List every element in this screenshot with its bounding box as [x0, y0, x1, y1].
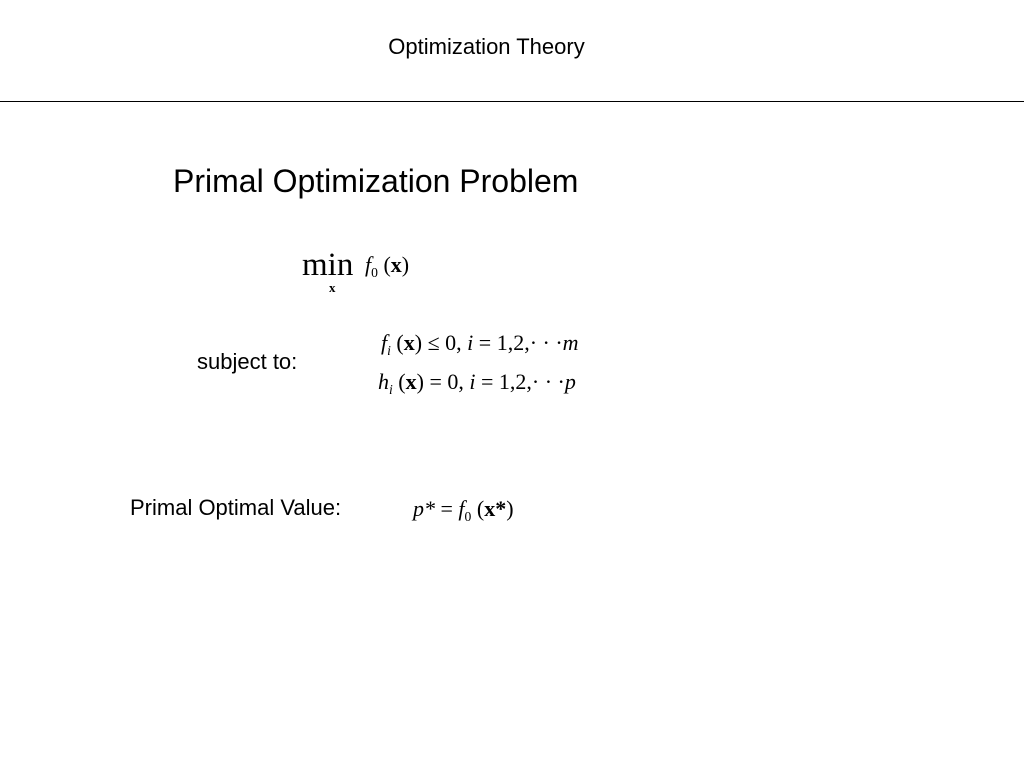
optimal-value-argument: x* [484, 496, 507, 521]
header-divider [0, 101, 1024, 102]
objective-function: $f_0$ (x) [365, 252, 410, 280]
equality-bound: p [564, 369, 576, 394]
inequality-argument: x [403, 330, 415, 355]
primal-optimal-value-expression: $p* = f_0$ (x*) [413, 496, 514, 524]
equality-subscript: i [389, 381, 393, 397]
optimal-value-function-subscript: 0 [464, 508, 472, 524]
inequality-bound: m [562, 330, 579, 355]
equality-relation: = 0, [429, 369, 464, 394]
optimal-value-lhs: p* [413, 496, 435, 521]
subject-to-label: subject to: [197, 349, 298, 374]
slide-title: Primal Optimization Problem [173, 163, 579, 199]
equality-constraint: $h_i$ (x) = 0, i = 1,2,· · ·p [378, 369, 576, 397]
min-operator: min [302, 247, 354, 283]
equality-range: = 1,2,· · · [481, 369, 565, 394]
inequality-relation: ≤ 0, [427, 330, 462, 355]
page-header-title: Optimization Theory [388, 34, 585, 59]
equality-argument: x [405, 369, 417, 394]
inequality-index: i [467, 330, 474, 355]
equality-function: h [378, 369, 389, 394]
objective-function-subscript: 0 [371, 264, 378, 280]
inequality-range: = 1,2,· · · [478, 330, 563, 355]
inequality-subscript: i [387, 342, 391, 358]
inequality-function: f [381, 330, 388, 355]
inequality-constraint: $f_i$ (x) ≤ 0, i = 1,2,· · ·m [381, 330, 579, 358]
optimal-value-equals: = [440, 496, 453, 521]
objective-function-name: f [365, 252, 372, 277]
equality-index: i [469, 369, 476, 394]
primal-optimal-value-label: Primal Optimal Value: [130, 495, 342, 520]
min-variable: x [329, 280, 336, 295]
optimal-value-function: f [458, 496, 465, 521]
objective-argument: x [390, 252, 402, 277]
